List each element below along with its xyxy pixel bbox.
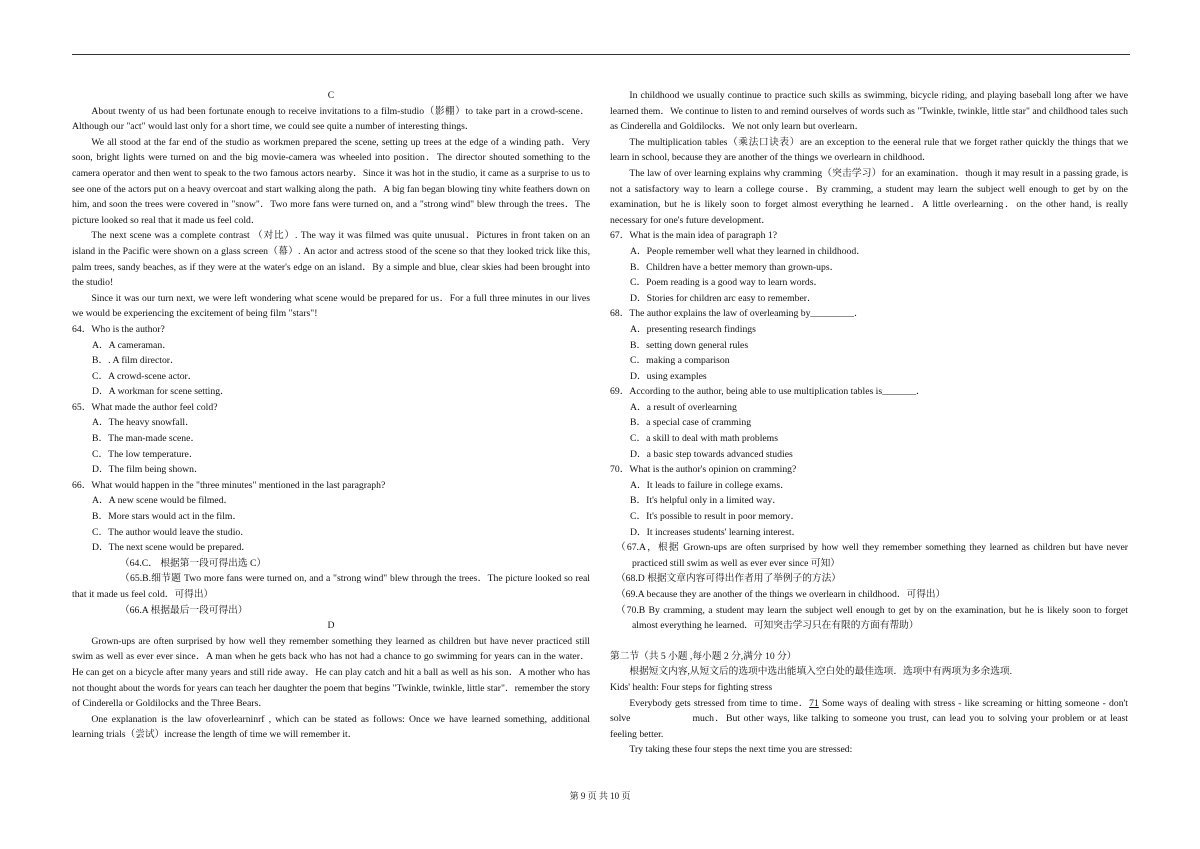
question-69-option-d: D．a basic step towards advanced studies	[630, 448, 793, 460]
question-69-option-a: A．a result of overlearning	[630, 401, 737, 413]
answer-66: （66.A 根据最后一段可得出）	[120, 604, 248, 616]
question-69-stem: 69．According to the author, being able to use multiplication tables is_______．	[610, 386, 926, 398]
question-69-option-c: C．a skill to deal with math problems	[630, 433, 778, 445]
question-65-option-b: B．The man-made scene．	[92, 433, 201, 445]
answer-69: （69.A because they are another of the things we overlearn in childhood．可得出）	[616, 589, 946, 600]
question-70-option-a: A．It leads to failure in college exams．	[630, 479, 790, 491]
question-66-option-a: A．A new scene would be filmed．	[92, 495, 234, 507]
question-68-option-c: C．making a comparison	[630, 355, 730, 367]
answer-67: （67.A，根据 Grown-ups are often surprised by how well they remember something they learned as children but have never practiced still swim as well as ever ever since 可知）	[616, 542, 1128, 569]
passage-e-paragraph-2: Try taking these four steps the next time you are stressed:	[629, 744, 853, 756]
question-64-stem: 64．Who is the author?	[72, 323, 165, 335]
question-70-option-c: C．It's possible to result in poor memory．	[630, 511, 801, 523]
question-64-option-a: A．A cameraman．	[92, 339, 172, 351]
passage-c-paragraph-3: The next scene was a complete contrast （对比）. The way it was filmed was quite unusual．Pictures in front taken on an island in the Pacific were shown on a glass screen（幕）. An actor and actress stood of the scene so that they looked trick like this, palm trees, sandy beaches, as if they were at the water's edge on an island．By a simple and blue, clear skies had been brought into the studio!	[72, 230, 590, 289]
question-68-option-d: D．using examples	[630, 370, 707, 382]
passage-d-paragraph-2: One explanation is the law ofoverlearninrf , which can be stated as follows: Once we have learned something, additional learning trials（尝试）increase the length of time we will remember it．	[72, 713, 590, 741]
passage-c-paragraph-2: We all stood at the far end of the studio as workmen prepared the scene, setting up trees at the edge of a winding path．Very soon, bright lights were turned on and the big movie-camera was wheeled into position．The director shouted something to the camera operator and then went to speak to the two famous actors nearby．Since it was hot in the studio, it came as a surprise to us to see one of the actors put on a heavy overcoat and start walking along the path．A big fan began blowing tiny white feathers down on him, and soon the trees were covered in "snow"．Two more fans were turned on, and a "strong wind" blew through the trees．The picture looked so real that it made us feel cold．	[72, 136, 590, 226]
question-70-option-b: B．It's helpful only in a limited way．	[630, 495, 782, 507]
question-65-option-c: C．The low temperature．	[92, 448, 199, 460]
question-70-stem: 70．What is the author's opinion on cramming?	[610, 464, 797, 476]
passage-d-heading: D	[327, 620, 335, 632]
question-67-option-a: A．People remember well what they learned in childhood．	[630, 245, 866, 257]
question-66-option-c: C．The author would leave the studio．	[92, 526, 250, 538]
question-70-option-d: D．It increases students' learning interest．	[630, 526, 802, 538]
passage-d-paragraph-1: Grown-ups are often surprised by how well they remember something they learned as children but have never practiced still swim as well as ever ever since．A man when he gets back who has not had a chance to go swimming for years can in the water．He can get on a bicycle after many years and still ride away．He can play catch and hit a ball as well as his son．A mother who has not thought about the words for years can teach her daughter the poem that begins "Twinkle, twinkle, little star"．remember the story of Cinderella or Goldilocks and the Three Bears．	[72, 635, 590, 710]
header-rule	[72, 54, 1130, 55]
passage-e-text-middle: Some ways of dealing with stress - like screaming or hitting someone - don't solve	[610, 697, 1128, 725]
answer-64: （64.C． 根据第一段可得出选 C）	[120, 557, 267, 569]
question-67-option-b: B．Children have a better memory than grown-ups．	[630, 261, 840, 273]
question-65-option-d: D．The film being shown．	[92, 464, 204, 476]
blank-71-number: 71	[809, 697, 819, 709]
passage-e-title: Kids' health: Four steps for fighting stress	[610, 681, 773, 693]
passage-e-text-end: much．But other ways, like talking to someone you trust, can lead you to solving your problem or at least feeling better.	[610, 713, 1128, 740]
passage-e-text-start: Everybody gets stressed from time to time．	[629, 697, 810, 709]
page-number-footer: 第 9 页 共 10 页	[569, 791, 631, 801]
question-64-option-b: B．. A film director．	[92, 355, 180, 367]
question-64-option-c: C．A crowd-scene actor．	[92, 370, 198, 382]
passage-c-paragraph-4: Since it was our turn next, we were left wondering what scene would be prepared for us．For a full three minutes in our lives we would be experiencing the excitement of being film "stars"!	[72, 292, 590, 320]
answer-68: （68.D 根据文章内容可得出作者用了举例子的方法）	[616, 573, 841, 585]
question-68-option-a: A．presenting research findings	[630, 323, 756, 335]
question-67-option-d: D．Stories for children arc easy to remember．	[630, 292, 817, 304]
question-67-option-c: C．Poem reading is a good way to learn words．	[630, 277, 824, 289]
answer-70: （70.B By cramming, a student may learn the subject well enough to get by on the examination, but he is likely soon to forget almost everything he learned．可知突击学习只在有限的方面有帮助）	[616, 604, 1128, 632]
question-66-option-d: D．The next scene would be prepared．	[92, 542, 251, 554]
question-65-option-a: A．The heavy snowfall．	[92, 417, 195, 429]
section-2-instruction: 根据短文内容,从短文后的选项中选出能填入空白处的最佳选项．选项中有两项为多余选项.	[629, 666, 1013, 678]
question-64-option-d: D．A workman for scene setting．	[92, 386, 230, 398]
left-column	[72, 88, 590, 743]
passage-c-heading: C	[327, 90, 335, 101]
question-69-option-b: B．a special case of cramming	[630, 417, 752, 429]
passage-d-paragraph-3: In childhood we usually continue to practice such skills as swimming, bicycle riding, and playing baseball long after we have learned them．We continue to listen to and remind ourselves of words such as "Twinkle, twinkle, little star" and childhood tales such as Cinderella and Goldilocks．We not only learn but overlearn．	[610, 90, 1128, 133]
passage-c-paragraph-1: About twenty of us had been fortunate enough to receive invitations to a film-studio（影棚）to take part in a crowd-scene．Although our "act" would last only for a short time, we could see quite a number of interesting things．	[72, 105, 590, 133]
question-66-stem: 66．What would happen in the "three minutes" mentioned in the last paragraph?	[72, 479, 386, 491]
passage-d-paragraph-4: The multiplication tables（乘法口诀表）are an exception to the eeneral rule that we forget rather quickly the things that we learn in school, because they are another of the things we overlearn in childhood．	[610, 136, 1128, 164]
answer-65: （65.B.细节题 Two more fans were turned on, and a "strong wind" blew through the trees．The picture looked so real that it made us feel cold．可得出）	[72, 573, 590, 600]
passage-e-paragraph-1	[610, 696, 1128, 743]
question-68-option-b: B．setting down general rules	[630, 339, 749, 351]
question-68-stem: 68．The author explains the law of overleaming by_________．	[610, 308, 864, 320]
passage-d-paragraph-5: The law of over learning explains why cramming（突击学习）for an examination．though it may result in a passing grade, is not a satisfactory way to learn a college course．By cramming, a student may learn the subject well enough to get by on the examination, but he is likely soon to forget almost everything he learned．A little overlearning．on the other hand, is really necessary for one's future development．	[610, 167, 1128, 226]
section-2-title: 第二节（共 5 小题 ,每小题 2 分,满分 10 分）	[610, 650, 797, 662]
question-66-option-b: B．More stars would act in the film．	[92, 511, 243, 523]
right-column	[610, 88, 1128, 758]
question-65-stem: 65．What made the author feel cold?	[72, 401, 218, 413]
question-67-stem: 67．What is the main idea of paragraph 1?	[610, 230, 778, 242]
